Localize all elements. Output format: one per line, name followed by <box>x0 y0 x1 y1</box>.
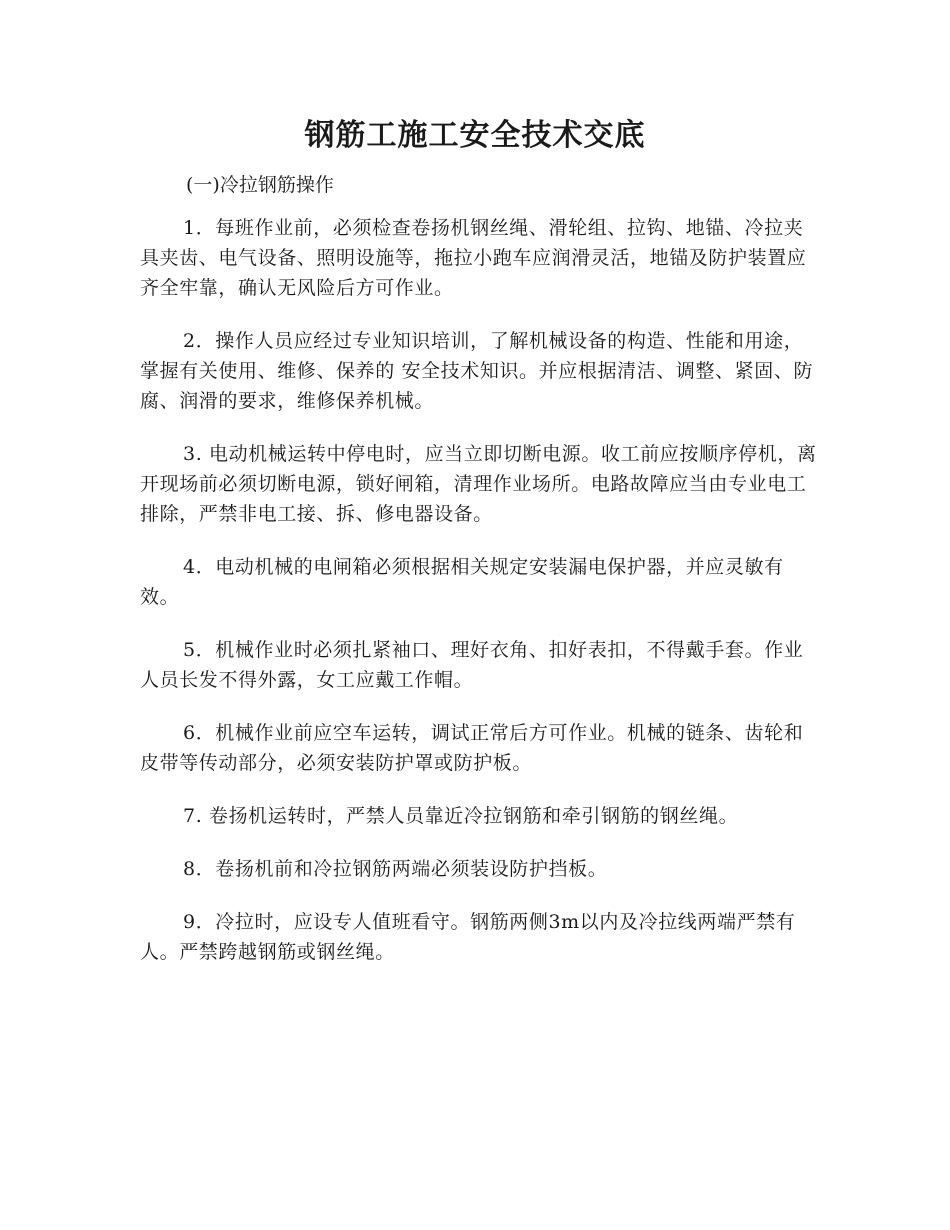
paragraph-2: 2．操作人员应经过专业知识培训，了解机械设备的构造、性能和用途，掌握有关使用、维修、保养的 安全技术知识。并应根据清洁、调整、紧固、防腐、润滑的要求，维修保养机械。 <box>140 330 814 412</box>
document-title: 钢筋工施工安全技术交底 <box>304 118 646 153</box>
document-body <box>140 213 820 990</box>
paragraph-5: 5．机械作业时必须扎紧袖口、理好衣角、扣好表扣，不得戴手套。作业人员长发不得外露，女工应戴工作帽。 <box>140 639 804 691</box>
paragraph-3: 3. 电动机械运转中停电时，应当立即切断电源。收工前应按顺序停机，离开现场前必须切断电源，锁好闸箱，清理作业场所。电路故障应当由专业电工排除，严禁非电工接、拆、修电器设备。 <box>140 443 817 525</box>
paragraph-7: 7. 卷扬机运转时，严禁人员靠近冷拉钢筋和牵引钢筋的钢丝绳。 <box>183 805 739 827</box>
paragraph-1: 1．每班作业前，必须检查卷扬机钢丝绳、滑轮组、拉钩、地锚、冷拉夹具夹齿、电气设备、照明设施等，拖拉小跑车应润滑灵活，地锚及防护装置应齐全牢靠，确认无风险后方可作业。 <box>140 217 807 299</box>
paragraph-8: 8．卷扬机前和冷拉钢筋两端必须装设防护挡板。 <box>183 858 608 880</box>
paragraph-4: 4．电动机械的电闸箱必须根据相关规定安装漏电保护器，并应灵敏有效。 <box>140 556 784 608</box>
section-heading: (一)冷拉钢筋操作 <box>186 174 334 196</box>
paragraph-9: 9．冷拉时，应设专人值班看守。钢筋两侧3m以内及冷拉线两端严禁有人。严禁跨越钢筋或钢丝绳。 <box>140 911 796 963</box>
paragraph-6: 6．机械作业前应空车运转，调试正常后方可作业。机械的链条、齿轮和皮带等传动部分，必须安装防护罩或防护板。 <box>140 722 804 774</box>
